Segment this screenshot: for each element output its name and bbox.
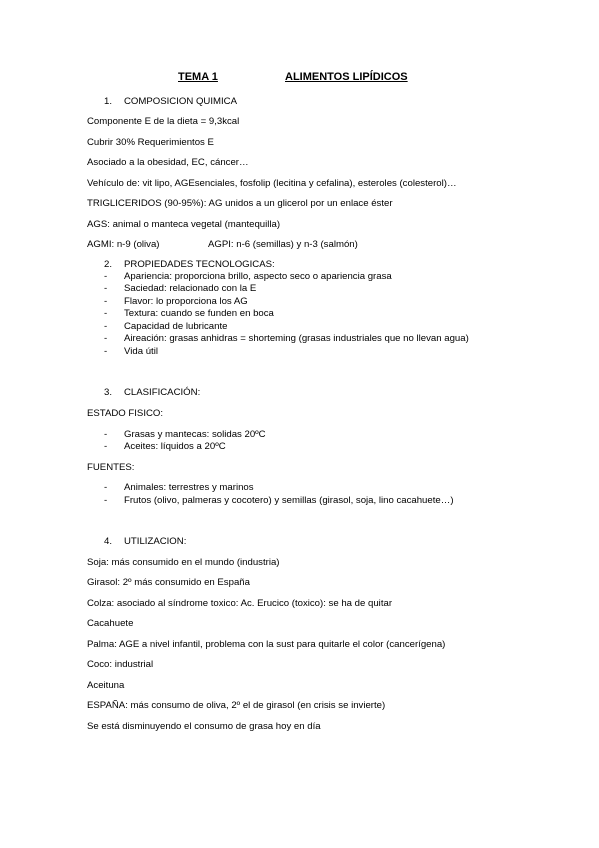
section-title: PROPIEDADES TECNOLOGICAS:	[124, 259, 275, 270]
list-item	[104, 308, 274, 320]
bullet-marker: -	[104, 346, 108, 357]
paragraph: AGS: animal o manteca vegetal (mantequilla)	[87, 219, 281, 230]
paragraph: Coco: industrial	[87, 659, 154, 670]
list-item	[104, 429, 266, 441]
paragraph: Componente E de la dieta = 9,3kcal	[87, 116, 240, 127]
bullet-marker: -	[104, 441, 108, 452]
subheading-fuentes: FUENTES:	[87, 462, 135, 473]
bullet-marker: -	[104, 333, 108, 344]
agpi-text: AGPI: n-6 (semillas) y n-3 (salmón)	[208, 239, 358, 250]
list-item-text: Vida útil	[124, 346, 158, 357]
bullet-marker: -	[104, 271, 108, 282]
bullet-marker: -	[104, 321, 108, 332]
list-item	[104, 495, 454, 507]
paragraph: Aceituna	[87, 680, 125, 691]
list-item	[104, 333, 469, 345]
section-number: 1.	[104, 96, 113, 107]
paragraph: ESPAÑA: más consumo de oliva, 2º el de girasol (en crisis se invierte)	[87, 700, 386, 711]
list-item-text: Saciedad: relacionado con la E	[124, 283, 257, 294]
bullet-marker: -	[104, 482, 108, 493]
paragraph: Se está disminuyendo el consumo de grasa hoy en día	[87, 721, 321, 732]
list-item-text: Textura: cuando se funden en boca	[124, 308, 274, 319]
subheading-estado: ESTADO FISICO:	[87, 408, 164, 419]
bullet-marker: -	[104, 429, 108, 440]
list-item-text: Frutos (olivo, palmeras y cocotero) y semillas (girasol, soja, lino cacahuete…)	[124, 495, 454, 506]
bullet-marker: -	[104, 495, 108, 506]
list-item	[104, 271, 392, 283]
list-item-text: Aireación: grasas anhidras = shorteming (grasas industriales que no llevan agua)	[124, 333, 469, 344]
list-item-text: Apariencia: proporciona brillo, aspecto seco o apariencia grasa	[124, 271, 392, 282]
agmi-text: AGMI: n-9 (oliva)	[87, 239, 160, 250]
list-item-text: Animales: terrestres y marinos	[124, 482, 254, 493]
list-item	[104, 346, 158, 358]
list-item-text: Flavor: lo proporciona los AG	[124, 296, 248, 307]
paragraph: Soja: más consumido en el mundo (industria)	[87, 557, 280, 568]
section-number: 2.	[104, 259, 113, 270]
section-number: 3.	[104, 387, 113, 398]
section-title: CLASIFICACIÓN:	[124, 387, 201, 398]
section-number: 4.	[104, 536, 113, 547]
page-title: ALIMENTOS LIPÍDICOS	[285, 71, 408, 83]
paragraph: Palma: AGE a nivel infantil, problema con la sust para quitarle el color (cancerígena)	[87, 639, 446, 650]
bullet-marker: -	[104, 296, 108, 307]
tema-label: TEMA 1	[178, 71, 218, 83]
list-item-text: Capacidad de lubricante	[124, 321, 228, 332]
paragraph: Cubrir 30% Requerimientos E	[87, 137, 214, 148]
section-title: UTILIZACION:	[124, 536, 187, 547]
list-item	[104, 283, 256, 295]
list-item	[104, 441, 226, 453]
paragraph: Vehículo de: vit lipo, AGEsenciales, fosfolip (lecitina y cefalina), esteroles (colesterol)…	[87, 178, 457, 189]
list-item-text: Aceites: líquidos a 20ºC	[124, 441, 226, 452]
section-2-heading	[104, 259, 275, 271]
list-item	[104, 321, 227, 333]
paragraph: Asociado a la obesidad, EC, cáncer…	[87, 157, 249, 168]
list-item	[104, 482, 254, 494]
paragraph: Colza: asociado al síndrome toxico: Ac. Erucico (toxico): se ha de quitar	[87, 598, 393, 609]
paragraph: Girasol: 2º más consumido en España	[87, 577, 250, 588]
list-item	[104, 296, 248, 308]
paragraph: TRIGLICERIDOS (90-95%): AG unidos a un glicerol por un enlace éster	[87, 198, 393, 209]
paragraph: Cacahuete	[87, 618, 134, 629]
bullet-marker: -	[104, 308, 108, 319]
list-item-text: Grasas y mantecas: solidas 20ºC	[124, 429, 266, 440]
section-1-heading	[104, 96, 237, 108]
section-title: COMPOSICION QUIMICA	[124, 96, 237, 107]
section-3-heading	[104, 387, 200, 399]
bullet-marker: -	[104, 283, 108, 294]
section-4-heading	[104, 536, 186, 548]
